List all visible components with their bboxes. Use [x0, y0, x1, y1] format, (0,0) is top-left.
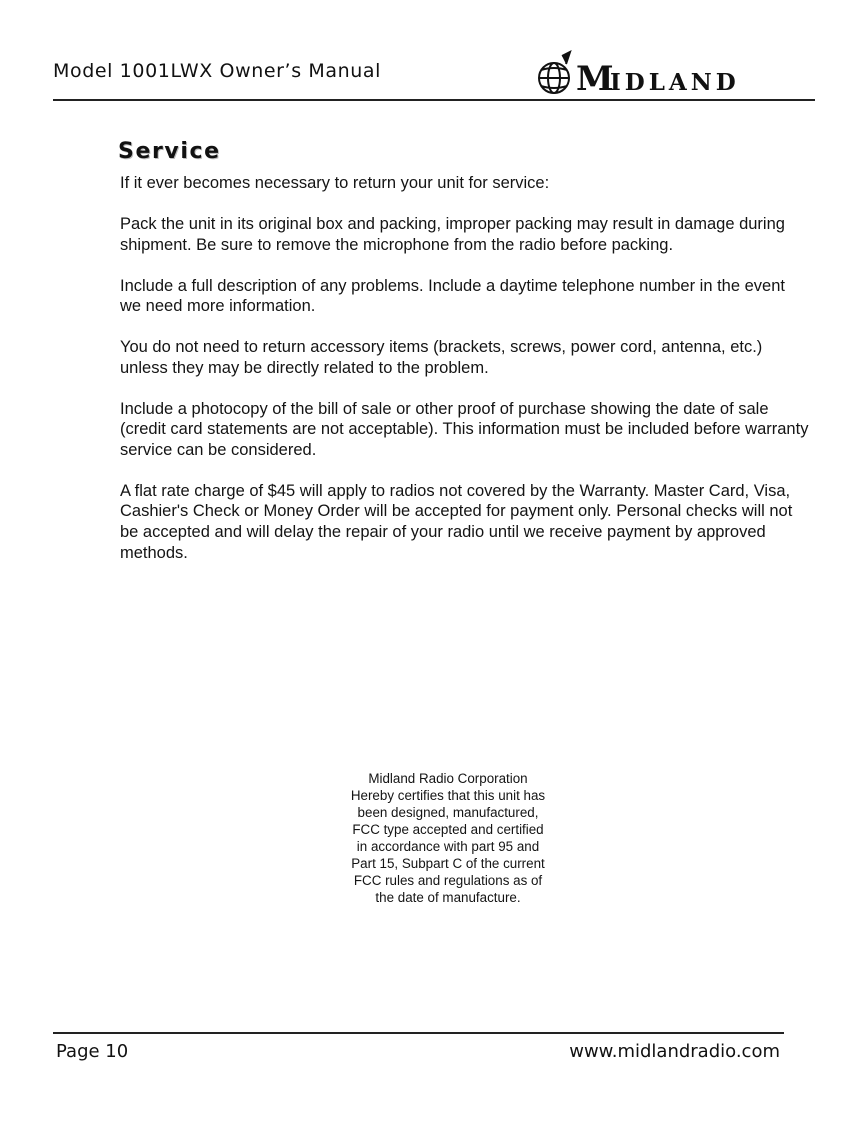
cert-line: FCC type accepted and certified: [352, 822, 544, 837]
cert-line: Hereby certifies that this unit has: [350, 788, 546, 803]
page-number: Page 10: [56, 1041, 129, 1062]
fcc-certification: [298, 770, 598, 906]
section-heading: Service: [118, 139, 221, 164]
paragraph: Include a full description of any problems. Include a daytime telephone number in the event we need more information.: [120, 276, 785, 316]
paragraph: If it ever becomes necessary to return your unit for service:: [120, 174, 550, 192]
manual-title: Model 1001LWX Owner’s Manual: [53, 60, 381, 82]
website-link[interactable]: www.midlandradio.com: [569, 1041, 780, 1062]
cert-line: in accordance with part 95 and: [356, 839, 540, 854]
midland-logo: [532, 50, 782, 100]
service-body: [120, 173, 810, 584]
paragraph: You do not need to return accessory items (brackets, screws, power cord, antenna, etc.) unless they may be directly related to the problem.: [120, 338, 763, 377]
cert-line: FCC rules and regulations as of: [353, 873, 543, 888]
globe-icon: [539, 52, 570, 93]
svg-text:IDLAND: IDLAND: [610, 69, 740, 96]
svg-text:M: M: [576, 59, 614, 99]
cert-line: been designed, manufactured,: [357, 805, 539, 820]
cert-line: Part 15, Subpart C of the current: [351, 856, 545, 871]
cert-line: Midland Radio Corporation: [368, 771, 528, 786]
paragraph: Pack the unit in its original box and packing, improper packing may result in damage during shipment. Be sure to remove the microphone from the radio before packing.: [120, 214, 785, 254]
footer-divider: [53, 1032, 784, 1034]
header-divider: [53, 99, 815, 101]
cert-line: the date of manufacture.: [375, 890, 521, 905]
paragraph: Include a photocopy of the bill of sale or other proof of purchase showing the date of sale (credit card statements are not acceptable). This information must be included before warranty service can be considered.: [120, 399, 809, 459]
paragraph: A flat rate charge of $45 will apply to radios not covered by the Warranty. Master Card, Visa, Cashier's Check or Money Order will be accepted for payment only. Personal checks will not be accepted and will delay the repair of your radio until we receive payment by approved methods.: [120, 481, 793, 562]
